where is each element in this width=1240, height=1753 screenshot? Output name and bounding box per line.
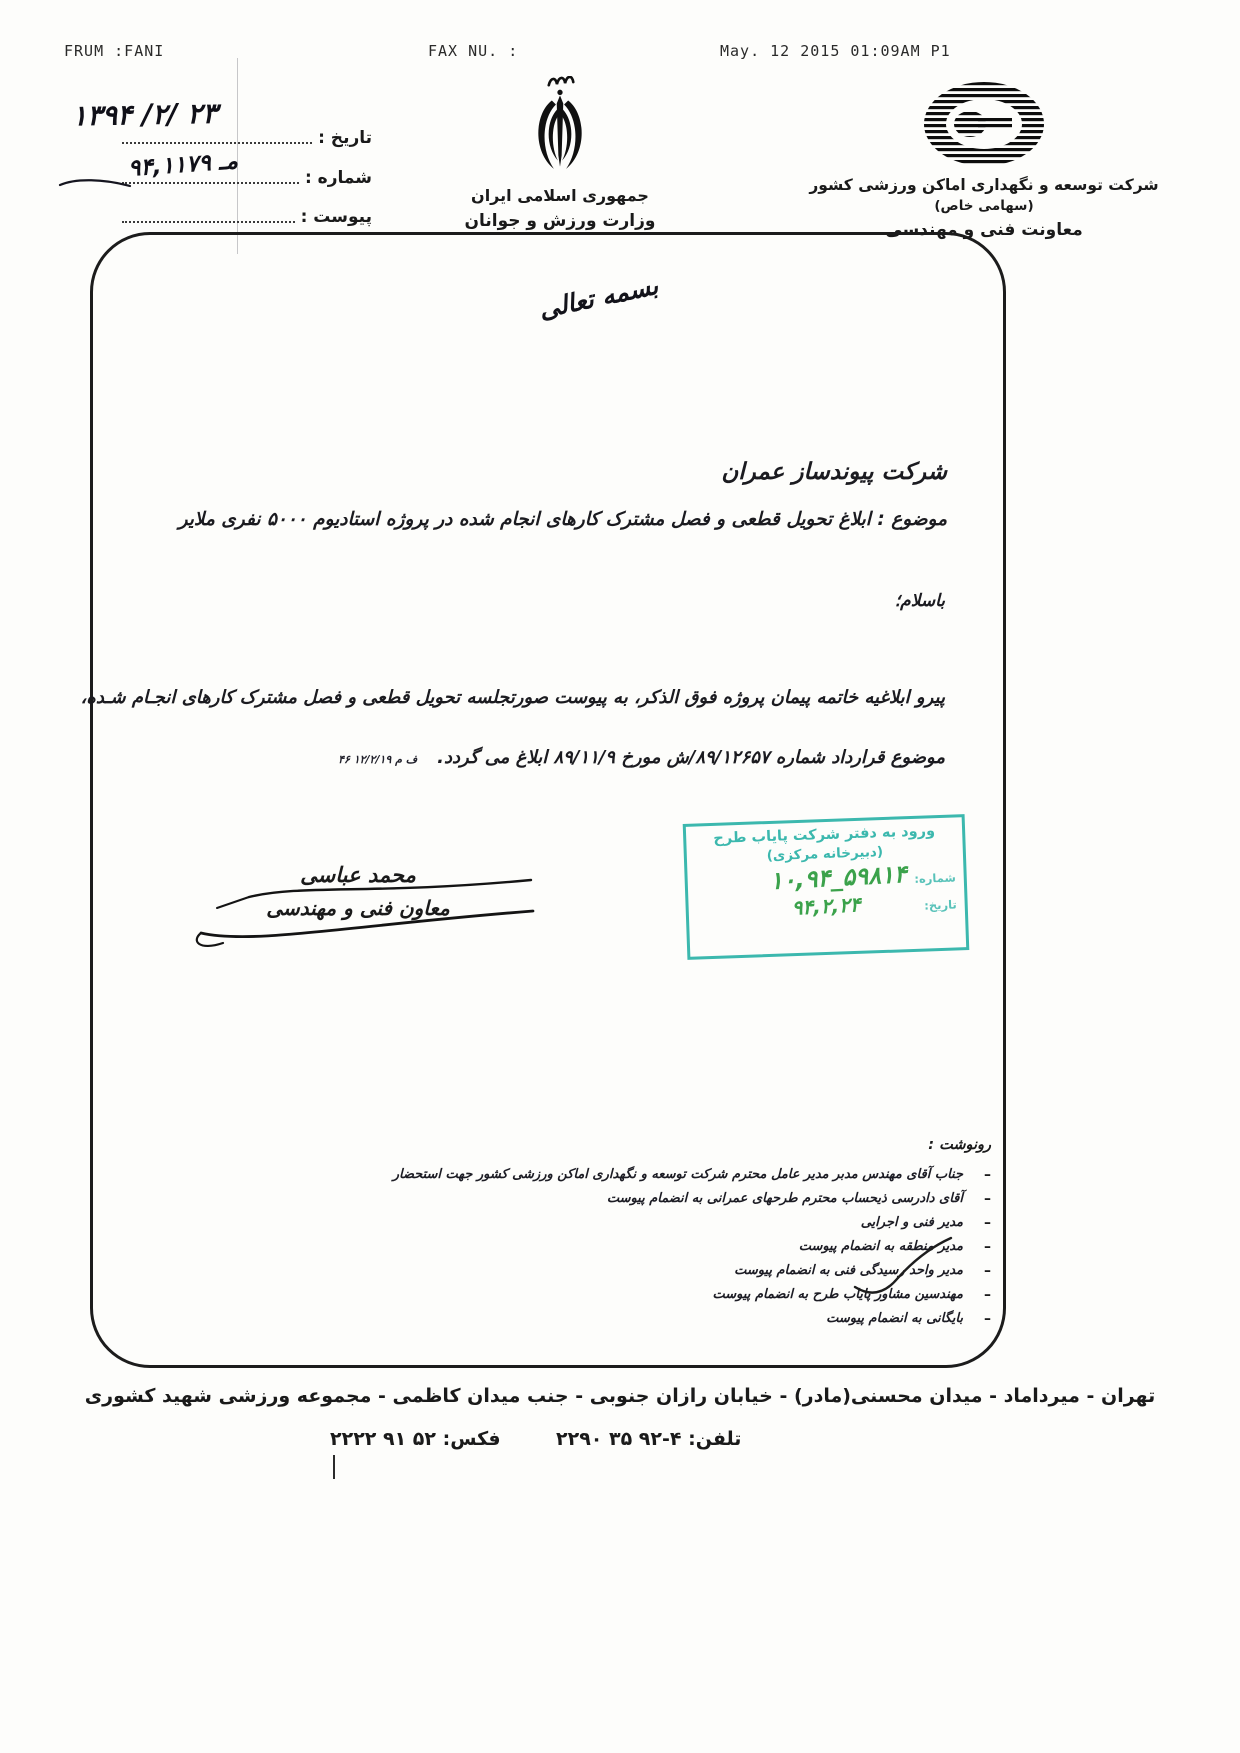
company-type: (سهامی خاص) xyxy=(934,198,1034,214)
stamp-date-value: ۹۴,۲,۲۴ xyxy=(790,892,861,920)
date-field xyxy=(122,128,372,148)
cc-dash: – xyxy=(984,1311,991,1327)
cc-item-text: بایگانی به انضمام پیوست xyxy=(826,1311,963,1326)
date-field-label: تاریخ : xyxy=(318,128,372,148)
cc-list-item xyxy=(311,1191,991,1207)
fax-number-label: FAX NU. : xyxy=(428,42,519,60)
cc-item-text: مدیر واحد رسیدگی فنی به انضمام پیوست xyxy=(734,1263,963,1278)
number-field-label: شماره : xyxy=(304,168,372,188)
cc-list-item xyxy=(311,1167,991,1183)
stamp-date-label: تاریخ: xyxy=(923,897,957,913)
margin-note-handwritten: ۴۶ ف م ۱۲/۲/۱۹ xyxy=(338,753,418,766)
cc-list-item xyxy=(311,1215,991,1231)
attachment-field xyxy=(122,207,372,227)
cc-item-text: مدیر فنی و اجرایی xyxy=(860,1215,963,1230)
company-logo-icon xyxy=(918,76,1050,172)
body-paragraph-line-1: پیرو ابلاغیه خاتمه پیمان پروژه فوق الذکر، به پیوست صورتجلسه تحویل قطعی و فصل مشترک کارهای انجـام شـده، xyxy=(80,687,945,708)
recipient-name: شرکت پیوندساز عمران xyxy=(721,459,947,485)
country-name: جمهوری اسلامی ایران xyxy=(471,186,649,205)
footer-phone-label: تلفن: xyxy=(688,1428,742,1450)
fax-from-text: FRUM :FANI xyxy=(64,42,165,60)
date-dotted-line xyxy=(122,130,312,144)
cc-header: رونوشت : xyxy=(928,1137,991,1153)
cc-dash: – xyxy=(984,1287,991,1303)
subject-line: موضوع : ابلاغ تحویل قطعی و فصل مشترک کارهای انجام شده در پروژه استادیوم ۵۰۰۰ نفری ملایر xyxy=(178,509,947,530)
signature-name: محمد عباسی xyxy=(300,863,416,887)
salutation: باسلام؛ xyxy=(894,591,945,611)
cc-list-item xyxy=(311,1287,991,1303)
cc-item-text: مدیر منطقه به انضمام پیوست xyxy=(798,1239,963,1254)
footer-address: تهران - میرداماد - میدان محسنی(مادر) - خیابان رازان جنوبی - جنب میدان کاظمی - مجموعه ورزشی شهید کشوری xyxy=(84,1385,1156,1407)
number-handwritten-value: مـ ۹۴,۱۱۷۹ xyxy=(127,148,239,182)
footer-fax-value: ۲۲۲۲ ۹۱ ۵۲ xyxy=(330,1428,437,1450)
cc-dash: – xyxy=(984,1263,991,1279)
department-name: معاونت فنی و مهندسی xyxy=(885,220,1083,240)
footer-fax xyxy=(330,1428,501,1450)
body-paragraph-line-2: موضوع قرارداد شماره ۸۹/۱۲۶۵۷/ش مورخ ۸۹/۱۱/۹ ابلاغ می گردد. xyxy=(437,747,945,768)
entry-stamp xyxy=(683,814,970,960)
cc-dash: – xyxy=(984,1191,991,1207)
handwriting-swoosh xyxy=(58,176,132,192)
cc-item-text: مهندسین مشاور پایاب طرح به انضمام پیوست xyxy=(712,1287,963,1302)
signature-block xyxy=(205,863,511,920)
cc-list-item xyxy=(311,1311,991,1327)
stamp-number-value: ۱۰,۹۴_۵۹۸۱۴ xyxy=(768,860,907,896)
footer-fax-label: فکس: xyxy=(442,1428,501,1450)
cc-dash: – xyxy=(984,1239,991,1255)
cc-dash: – xyxy=(984,1215,991,1231)
bismillah-calligraphy: بسمه تعالی xyxy=(536,270,661,325)
footer-phone-value: ۲۲۹۰ ۳۵ ۹۲-۴ xyxy=(556,1428,682,1450)
cc-dash: – xyxy=(984,1167,991,1183)
company-name: شرکت توسعه و نگهداری اماکن ورزشی کشور xyxy=(809,176,1159,194)
cc-list-item xyxy=(311,1263,991,1279)
letterhead-center xyxy=(438,76,682,231)
stamp-line-1: ورود به دفتر شرکت پایاب طرح xyxy=(713,823,936,847)
cc-item-text: جناب آقای مهندس مدبر مدیر عامل محترم شرکت توسعه و نگهداری اماکن ورزشی کشور جهت استحضار xyxy=(392,1167,963,1182)
fax-timestamp: May. 12 2015 01:09AM P1 xyxy=(720,42,951,60)
signature-title: معاون فنی و مهندسی xyxy=(266,896,450,920)
footer-phone xyxy=(556,1428,741,1450)
cc-list-item xyxy=(311,1239,991,1255)
cc-item-text: آقای دادرسی ذیحساب محترم طرحهای عمرانی به انضمام پیوست xyxy=(606,1191,963,1206)
attachment-dotted-line xyxy=(122,209,295,223)
letterhead-company xyxy=(788,76,1180,240)
iran-emblem-icon xyxy=(529,76,591,178)
letter-border-frame xyxy=(80,232,1006,1368)
scan-artifact-tick xyxy=(333,1455,335,1479)
date-handwritten-value: ۱۳۹۴ /۲/ ۲۳ xyxy=(71,96,218,133)
attachment-field-label: پیوست : xyxy=(300,207,372,227)
ministry-name: وزارت ورزش و جوانان xyxy=(464,211,656,231)
cc-list xyxy=(311,1137,991,1335)
stamp-number-label: شماره: xyxy=(914,870,956,886)
stamp-line-2: (دبیرخانه مرکزی) xyxy=(766,843,884,865)
body-paragraph-line-2-row xyxy=(338,747,945,768)
